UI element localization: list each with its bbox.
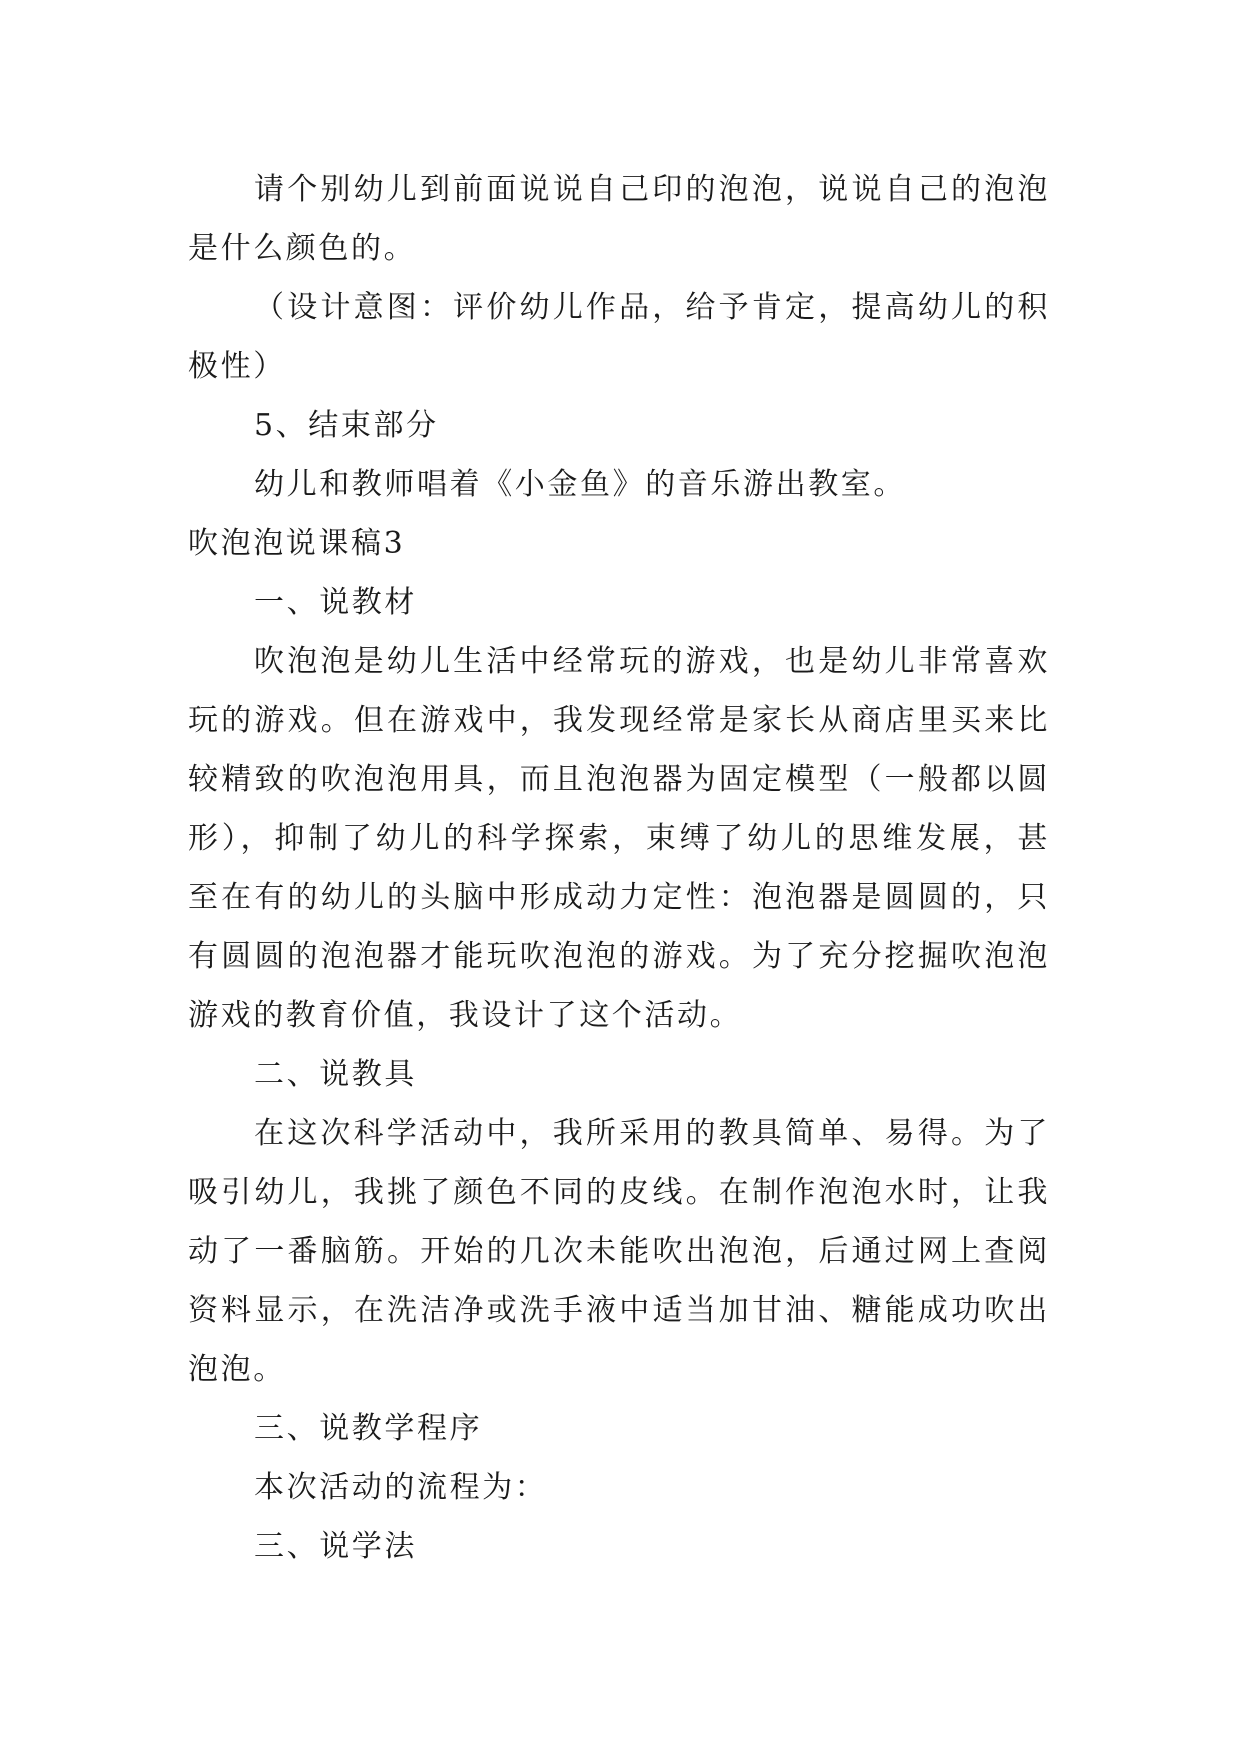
heading-teaching-procedure: 三、说教学程序 — [254, 1411, 483, 1446]
heading-learning-method: 三、说学法 — [254, 1529, 417, 1564]
heading-teaching-aids: 二、说教具 — [254, 1057, 417, 1092]
paragraph-teaching-aids: 在这次科学活动中，我所采用的教具简单、易得。为了吸引幼儿，我挑了颜色不同的皮线。在制作泡泡水时，让我动了一番脑筋。开始的几次未能吹出泡泡，后通过网上查阅资料显示，在洗洁净或洗手液中适当加甘油、糖能成功吹出泡泡。 — [188, 1116, 1050, 1387]
paragraph-teaching-material: 吹泡泡是幼儿生活中经常玩的游戏，也是幼儿非常喜欢玩的游戏。但在游戏中，我发现经常是家长从商店里买来比较精致的吹泡泡用具，而且泡泡器为固定模型（一般都以圆形），抑制了幼儿的科学探索，束缚了幼儿的思维发展，甚至在有的幼儿的头脑中形成动力定性：泡泡器是圆圆的，只有圆圆的泡泡器才能玩吹泡泡的游戏。为了充分挖掘吹泡泡游戏的教育价值，我设计了这个活动。 — [188, 644, 1050, 1033]
document-title: 吹泡泡说课稿3 — [188, 526, 406, 561]
heading-teaching-material: 一、说教材 — [254, 585, 417, 620]
paragraph-procedure: 本次活动的流程为： — [254, 1470, 548, 1505]
paragraph-presentation: 请个别幼儿到前面说说自己印的泡泡，说说自己的泡泡是什么颜色的。 — [188, 172, 1050, 266]
paragraph-design-intent: （设计意图：评价幼儿作品，给予肯定，提高幼儿的积极性） — [188, 290, 1050, 384]
heading-ending-section: 5、结束部分 — [254, 408, 439, 443]
document-body — [188, 160, 1050, 1576]
paragraph-ending: 幼儿和教师唱着《小金鱼》的音乐游出教室。 — [254, 467, 906, 502]
